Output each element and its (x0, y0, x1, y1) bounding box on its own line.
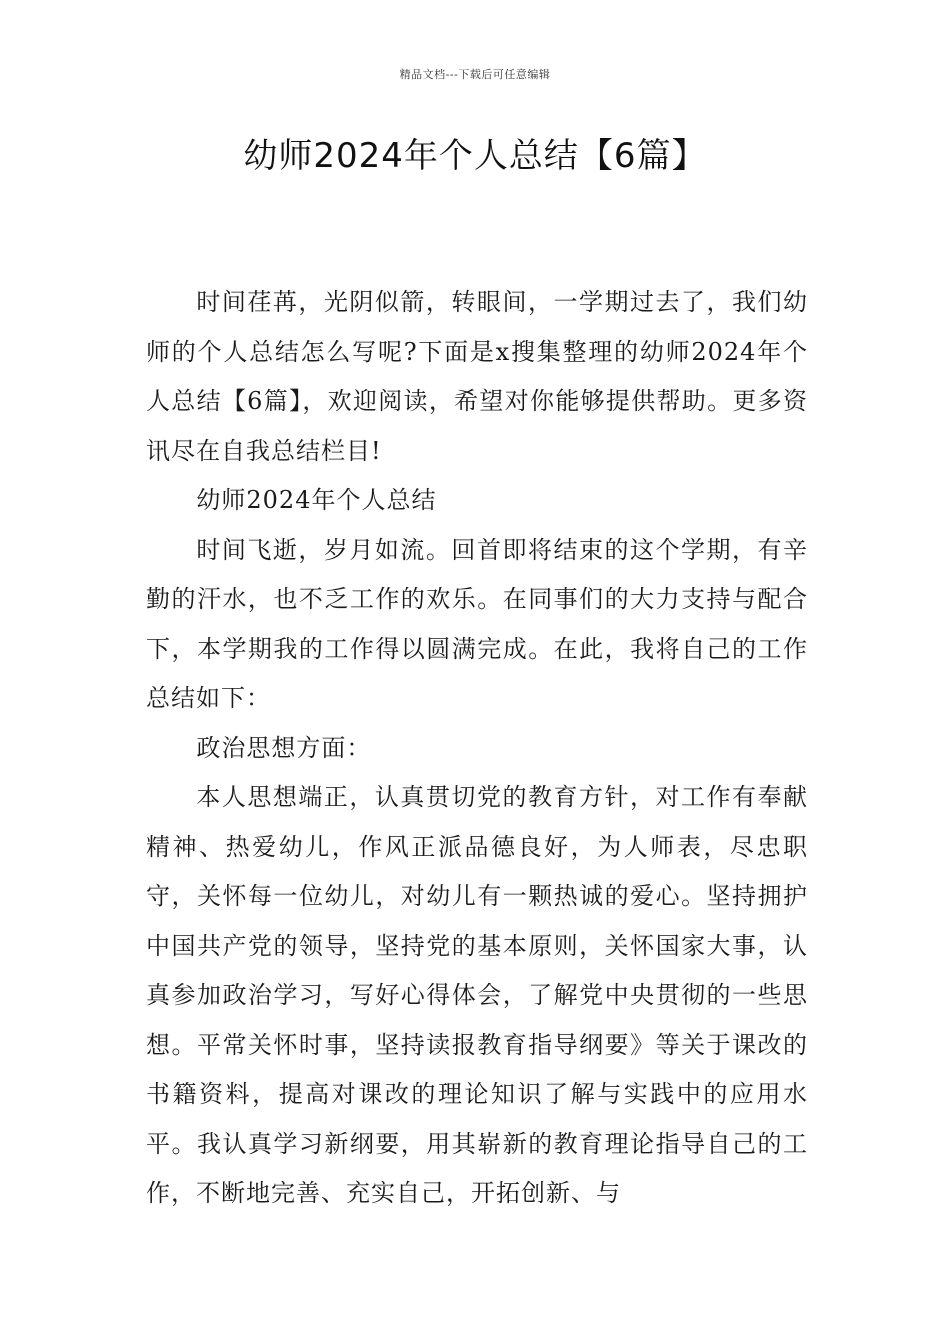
document-title: 幼师2024年个人总结【6篇】 (243, 136, 707, 176)
paragraph-section-heading: 政治思想方面： (196, 733, 372, 762)
paragraph-political: 本人思想端正，认真贯切党的教育方针，对工作有奉献精神、热爱幼儿，作风正派品德良好，为人师表，尽忠职守，关怀每一位幼儿，对幼儿有一颗热诚的爱心。坚持拥护中国共产党的领导，坚持党的基本原则，关怀国家大事，认真参加政治学习，写好心得体会，了解党中央贯彻的一些思想。平常关怀时事，坚持读报教育指导纲要》等关于课改的书籍资料，提高对课改的理论知识了解与实践中的应用水平。我认真学习新纲要，用其崭新的教育理论指导自己的工作，不断地完善、充实自己，开拓创新、与 (146, 783, 808, 1207)
paragraph-subtitle: 幼师2024年个人总结 (196, 486, 437, 514)
paragraph-summary: 时间飞逝，岁月如流。回首即将结束的这个学期，有辛勤的汗水，也不乏工作的欢乐。在同事们的大力支持与配合下，本学期我的工作得以圆满完成。在此，我将自己的工作总结如下： (146, 535, 808, 712)
paragraph-intro: 时间荏苒，光阴似箭，转眼间，一学期过去了，我们幼师的个人总结怎么写呢?下面是x搜集整理的幼师2024年个人总结【6篇】，欢迎阅读，希望对你能够提供帮助。更多资讯尽在自我总结栏目! (146, 288, 808, 465)
header-note: 精品文档---下载后可任意编辑 (399, 68, 551, 81)
document-body (146, 278, 808, 1219)
